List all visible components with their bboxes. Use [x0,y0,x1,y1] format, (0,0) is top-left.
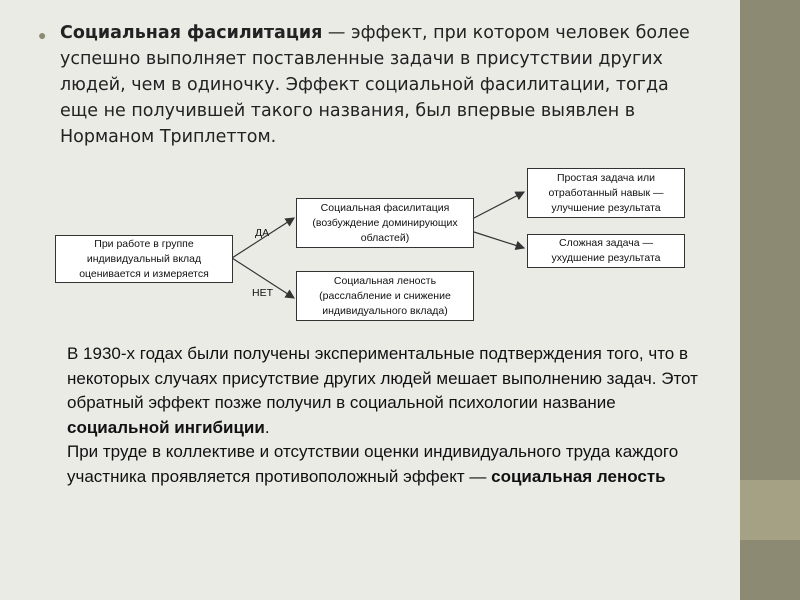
explanation-text [67,342,707,489]
root-line-3: оценивается и измеряется [79,267,209,280]
inhibition-body: В 1930-х годах были получены экспериментальные подтверждения того, что в некоторых случаях присутствие других людей мешает выполнению задач. Этот обратный эффект позже получил в социальной психологии название [67,344,698,412]
loafing-term: социальная леность [491,466,666,486]
root-condition-box [55,235,233,283]
edge-complex-arrow [474,232,524,248]
complex-task-box [527,234,685,268]
complex-task-line-1: Сложная задача — [559,237,653,249]
loafing-line-1: Социальная леность [333,274,437,287]
facilitation-line-1: Социальная фасилитация [320,201,450,214]
root-line-1: При работе в группе [94,237,194,250]
facilitation-line-2: (возбуждение доминирующих [312,216,458,229]
simple-task-line-2: отработанный навык — [548,186,664,199]
simple-task-box [527,168,685,218]
complex-task-line-2: ухудшение результата [551,252,661,264]
flow-diagram [0,160,740,330]
inhibition-term: социальной ингибиции [67,417,265,437]
bullet-icon: ● [38,27,47,43]
definition-bullet [38,20,698,150]
paragraph-inhibition [67,342,707,440]
edge-simple-arrow [474,192,524,218]
definition-body: — эффект, при котором человек более успешно выполняет поставленные задачи в присутствии других людей, чем в одиночку. Эффект социальной фасилитации, тогда еще не получившей такого названия, был впервые выявлен в Норманом Триплеттом. [60,23,690,147]
sidebar-accent-block [740,480,800,540]
facilitation-box [296,198,474,248]
simple-task-line-1: Простая задача или [556,171,656,184]
root-line-2: индивидуальный вклад [86,252,202,265]
no-label: НЕТ [252,287,273,299]
definition-term: Социальная фасилитация [60,23,323,43]
paragraph-loafing [67,440,707,489]
definition-text [60,20,698,150]
inhibition-end: . [264,417,270,437]
facilitation-line-3: областей) [360,231,410,244]
loafing-line-2: (расслабление и снижение [319,289,451,302]
simple-task-line-3: улучшение результата [551,201,661,214]
loafing-line-3: индивидуального вклада) [322,304,448,317]
loafing-body: При труде в коллективе и отсутствии оценки индивидуального труда каждого участника проявляется противоположный эффект — [67,442,679,486]
yes-label: ДА [255,227,270,239]
loafing-box [296,271,474,321]
